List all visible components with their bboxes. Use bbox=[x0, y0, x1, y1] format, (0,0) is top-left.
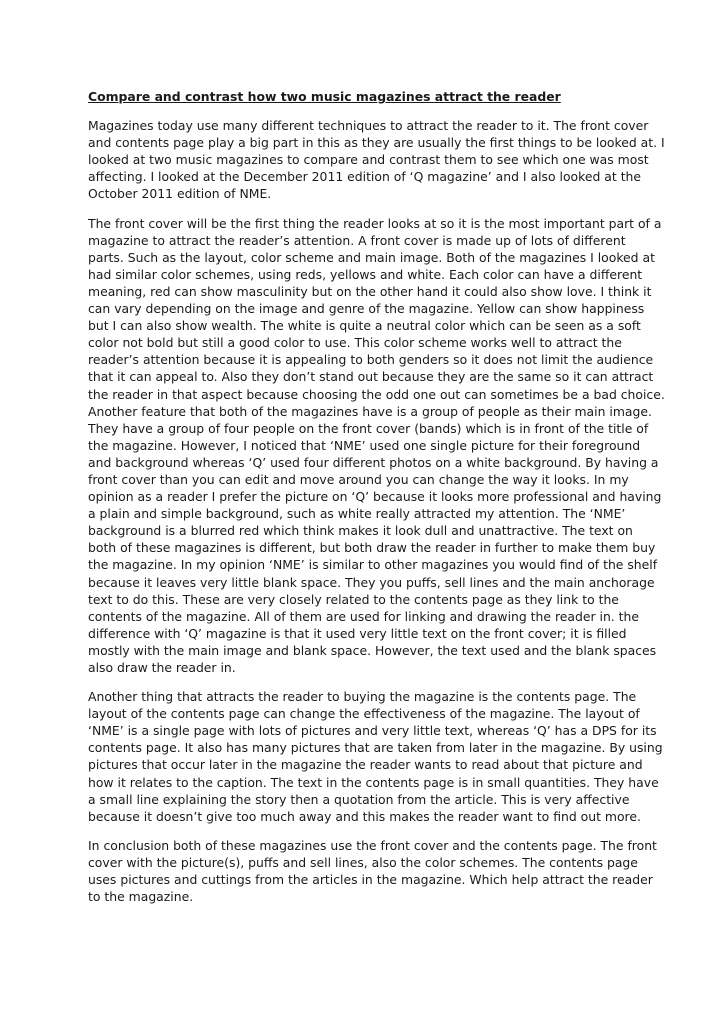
document-body bbox=[88, 117, 665, 905]
paragraph bbox=[88, 215, 665, 677]
paragraph bbox=[88, 117, 665, 202]
text-line: reader’s attention because it is appealing to both genders so it does not limit the audience bbox=[88, 352, 654, 368]
text-line: because it doesn’t give too much away and this makes the reader want to find out more. bbox=[88, 808, 641, 824]
text-line: that it can appeal to. Also they don’t stand out because they are the same so it can attract bbox=[88, 369, 654, 385]
text-line: uses pictures and cuttings from the articles in the magazine. Which help attract the reader bbox=[88, 872, 653, 888]
text-line: opinion as a reader I prefer the picture on ‘Q’ because it looks more professional and having bbox=[88, 489, 662, 505]
text-line: a small line explaining the story then a quotation from the article. This is very affective bbox=[88, 791, 630, 807]
text-line: the reader in that aspect because choosing the odd one out can sometimes be a bad choice. bbox=[88, 386, 665, 402]
text-line: a plain and simple background, such as white really attracted my attention. The ‘NME’ bbox=[88, 506, 626, 522]
text-line: cover with the picture(s), puffs and sell lines, also the color schemes. The contents page bbox=[88, 854, 638, 870]
text-line: looked at two music magazines to compare and contrast them to see which one was most bbox=[88, 152, 649, 168]
text-line: and contents page play a big part in this as they are usually the first things to be looked at. I bbox=[88, 135, 665, 151]
text-line: both of these magazines is different, but both draw the reader in further to make them buy bbox=[88, 540, 656, 556]
text-line: and background whereas ‘Q’ used four different photos on a white background. By having a bbox=[88, 454, 659, 470]
text-line: how it relates to the caption. The text in the contents page is in small quantities. They have bbox=[88, 774, 659, 790]
text-line: to the magazine. bbox=[88, 889, 194, 905]
text-line: also draw the reader in. bbox=[88, 660, 236, 675]
text-line: In conclusion both of these magazines use the front cover and the contents page. The front bbox=[88, 837, 657, 853]
text-line: Another thing that attracts the reader to buying the magazine is the contents page. The bbox=[88, 689, 637, 705]
paragraph bbox=[88, 837, 657, 905]
text-line: magazine to attract the reader’s attention. A front cover is made up of lots of different bbox=[88, 232, 626, 248]
text-line: October 2011 edition of NME. bbox=[88, 186, 272, 202]
document-page bbox=[88, 88, 665, 917]
document-title: Compare and contrast how two music magazines attract the reader bbox=[88, 89, 561, 104]
text-line: pictures that occur later in the magazine the reader wants to read about that picture and bbox=[88, 757, 643, 773]
text-line: had similar color schemes, using reds, yellows and white. Each color can have a different bbox=[88, 266, 643, 282]
text-line: They have a group of four people on the front cover (bands) which is in front of the title of bbox=[88, 420, 649, 436]
text-line: the magazine. In my opinion ‘NME’ is similar to other magazines you would find of the shelf bbox=[88, 557, 658, 573]
text-line: contents page. It also has many pictures that are taken from later in the magazine. By using bbox=[88, 740, 663, 756]
text-line: but I can also show wealth. The white is quite a neutral color which can be seen as a soft bbox=[88, 318, 641, 334]
text-line: can vary depending on the image and genre of the magazine. Yellow can show happiness bbox=[88, 301, 645, 317]
text-line: ‘NME’ is a single page with lots of pictures and very little text, whereas ‘Q’ has a DPS for its bbox=[88, 723, 657, 739]
text-line: because it leaves very little blank space. They you puffs, sell lines and the main anchorage bbox=[88, 574, 655, 590]
text-line: color not bold but still a good color to use. This color scheme works well to attract the bbox=[88, 335, 622, 351]
text-line: The front cover will be the first thing the reader looks at so it is the most important part of a bbox=[88, 215, 662, 231]
text-line: the magazine. However, I noticed that ‘NME’ used one single picture for their foreground bbox=[88, 437, 641, 453]
text-line: contents of the magazine. All of them are used for linking and drawing the reader in. the bbox=[88, 608, 640, 624]
text-line: front cover than you can edit and move around you can change the way it looks. In my bbox=[88, 471, 629, 487]
text-line: affecting. I looked at the December 2011 edition of ‘Q magazine’ and I also looked at the bbox=[88, 169, 642, 185]
text-line: background is a blurred red which think makes it look dull and unattractive. The text on bbox=[88, 523, 633, 539]
text-line: text to do this. These are very closely related to the contents page as they link to the bbox=[88, 591, 619, 607]
paragraph bbox=[88, 688, 663, 825]
text-line: parts. Such as the layout, color scheme and main image. Both of the magazines I looked at bbox=[88, 249, 655, 265]
text-line: layout of the contents page can change the effectiveness of the magazine. The layout of bbox=[88, 706, 640, 722]
text-line: difference with ‘Q’ magazine is that it used very little text on the front cover; it is filled bbox=[88, 625, 627, 641]
text-line: mostly with the main image and blank space. However, the text used and the blank spaces bbox=[88, 642, 657, 658]
text-line: meaning, red can show masculinity but on the other hand it could also show love. I think it bbox=[88, 283, 652, 299]
text-line: Magazines today use many different techniques to attract the reader to it. The front cover bbox=[88, 118, 649, 134]
text-line: Another feature that both of the magazines have is a group of people as their main image. bbox=[88, 403, 652, 419]
